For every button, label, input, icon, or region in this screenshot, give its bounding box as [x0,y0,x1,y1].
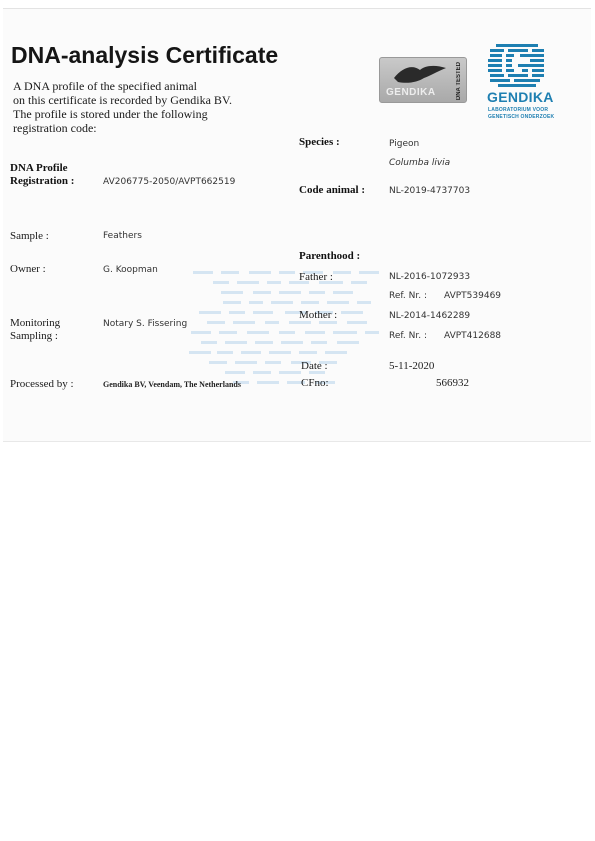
code-animal-value: NL-2019-4737703 [389,186,471,196]
mother-ref-label: Ref. Nr. : [389,331,427,341]
owner-label: Owner : [10,263,46,275]
species-label: Species : [299,136,340,148]
parenthood-label: Parenthood : [299,250,361,262]
intro-line-3: The profile is stored under the following [13,107,208,121]
code-animal-label: Code animal : [299,184,365,196]
mother-ref-value: AVPT412688 [444,331,502,341]
logo-subtitle-2: GENETISCH ONDERZOEK [488,114,555,120]
badge-brand: GENDIKA [386,87,436,98]
species-value: Pigeon [389,139,420,149]
monitoring-label: Monitoring [10,317,61,329]
intro-line-2: on this certificate is recorded by Gendika BV. [13,93,233,107]
cfno-value: 566932 [436,377,469,389]
date-label: Date : [301,360,328,372]
logo-subtitle-1: LABORATORIUM VOOR [488,107,549,113]
registration-value: AV206775-2050/AVPT662519 [103,177,236,187]
mother-label: Mother : [299,309,338,321]
intro-line-4: registration code: [13,121,97,135]
sample-value: Feathers [103,231,142,241]
father-ref-value: AVPT539469 [444,291,502,301]
dna-profile-label: DNA Profile [10,162,68,174]
pigeon-icon [390,62,450,88]
species-latin: Columba livia [389,158,451,168]
gendika-logo-icon [486,42,548,88]
processed-label: Processed by : [10,378,74,390]
badge-tag: DNA TESTED [456,62,462,101]
sample-label: Sample : [10,230,49,242]
father-label: Father : [299,271,333,283]
monitoring-value: Notary S. Fissering [103,319,188,329]
cfno-label: CFno: [301,377,329,389]
sampling-label: Sampling : [10,330,58,342]
registration-label: Registration : [10,175,75,187]
date-value: 5-11-2020 [389,360,435,372]
intro-line-1: A DNA profile of the specified animal [13,79,197,93]
logo-name: GENDIKA [487,89,554,105]
dna-tested-badge [379,57,467,103]
certificate-title: DNA-analysis Certificate [11,42,279,68]
owner-value: G. Koopman [103,265,158,275]
processed-value: Gendika BV, Veendam, The Netherlands [103,380,241,389]
mother-value: NL-2014-1462289 [389,311,471,321]
father-value: NL-2016-1072933 [389,272,471,282]
father-ref-label: Ref. Nr. : [389,291,427,301]
